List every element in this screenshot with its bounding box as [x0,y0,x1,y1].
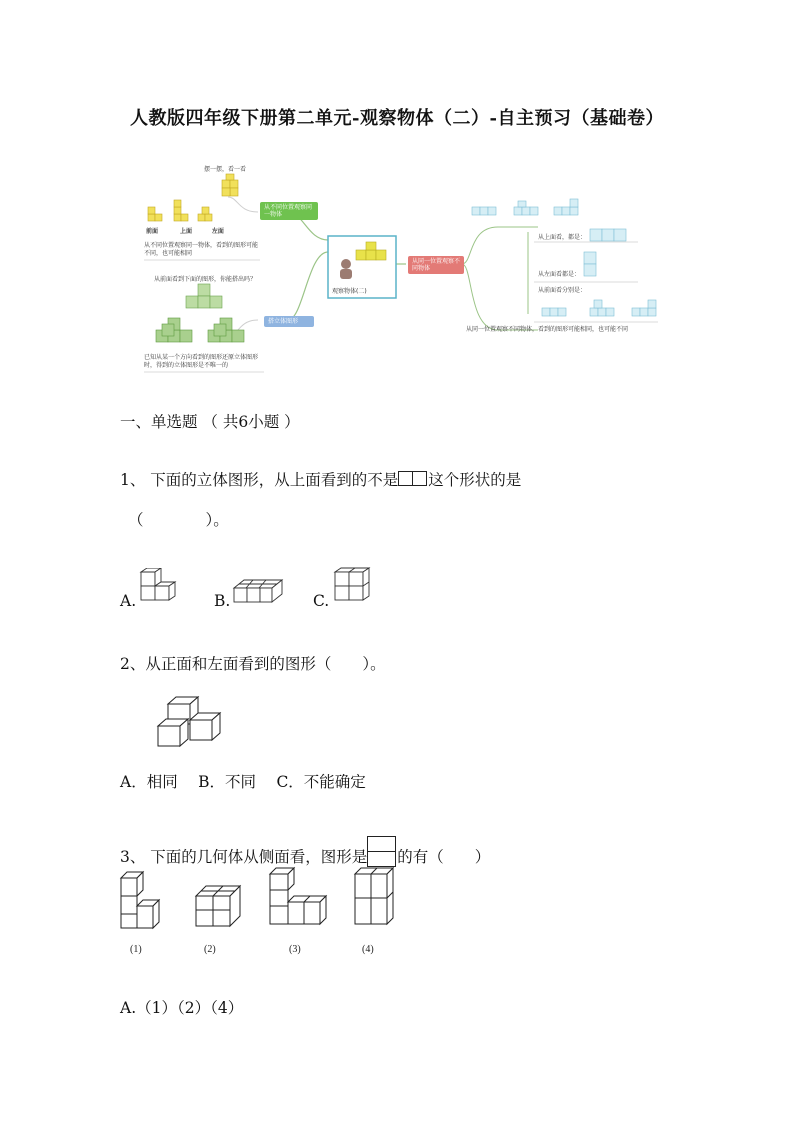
q3-figure-3 [268,866,328,928]
q2-figure [156,694,222,750]
caption-build: 从前面看到下面的图形，你能搭出吗？ [154,276,257,283]
q3-figure-1 [118,870,162,930]
q1-option-a-figure [138,568,180,606]
right-label-left: 从左面看都是： [538,271,581,278]
branch-same-position: 从同一位置观察不同物体 [408,256,464,274]
q1-blank: （ ）。 [128,511,229,529]
mind-map-graphic [138,152,670,380]
note-same-position: 从同一位置观察不同物体，看到的图形可能相同，也可能不同 [466,326,629,333]
q3-text: 3、 下面的几何体从侧面看，图形是 的有（ ） [120,836,490,868]
note-build: 已知从某一个方向看到的图形还原立体图形时，得到的立体图形是不唯一的 [144,354,259,369]
q2-options[interactable]: A．相同 B．不同 C．不能确定 [120,773,366,791]
q3-label-2: (2) [204,944,216,955]
q1-option-b-figure [232,576,288,606]
center-label: 观察物体(二) [332,288,367,295]
q1-two-squares-shape [398,471,428,487]
q1-option-a-label[interactable]: A. [120,592,137,610]
right-label-top: 从上面看，都是： [538,234,587,241]
branch-build-solid: 搭立体图形 [264,316,314,327]
q1-text: 1、 下面的立体图形，从上面看到的不是 这个形状的是 [120,471,522,489]
q2-text: 2、从正面和左面看到的图形（ ）。 [120,655,386,673]
note-different-positions: 从不同位置观察同一物体，看到的图形可能不同，也可能相同 [144,242,259,257]
q1-option-c-label[interactable]: C. [313,592,330,610]
q3-stacked-squares-shape [367,836,397,868]
branch-different-positions: 从不同位置观察同一物体 [260,202,318,220]
q3-label-4: (4) [362,944,374,955]
section-heading: 一、单选题 （ 共6小题 ） [120,413,300,431]
q3-figure-4 [352,866,396,928]
q3-figure-2 [194,882,242,928]
q1-option-c-figure [332,566,374,606]
right-label-front: 从前面看分别是： [538,287,587,294]
mind-map [138,152,670,380]
q3-label-1: (1) [130,944,142,955]
caption-arrange: 摆一摆，看一看 [204,166,247,173]
page-title: 人教版四年级下册第二单元-观察物体（二）-自主预习（基础卷） [130,108,664,129]
q1-option-b-label[interactable]: B. [214,592,231,610]
q3-option-a[interactable]: A.（1）（2）（4） [120,999,244,1017]
q3-label-3: (3) [289,944,301,955]
view-labels: 前面 上面 左面 [146,228,224,235]
